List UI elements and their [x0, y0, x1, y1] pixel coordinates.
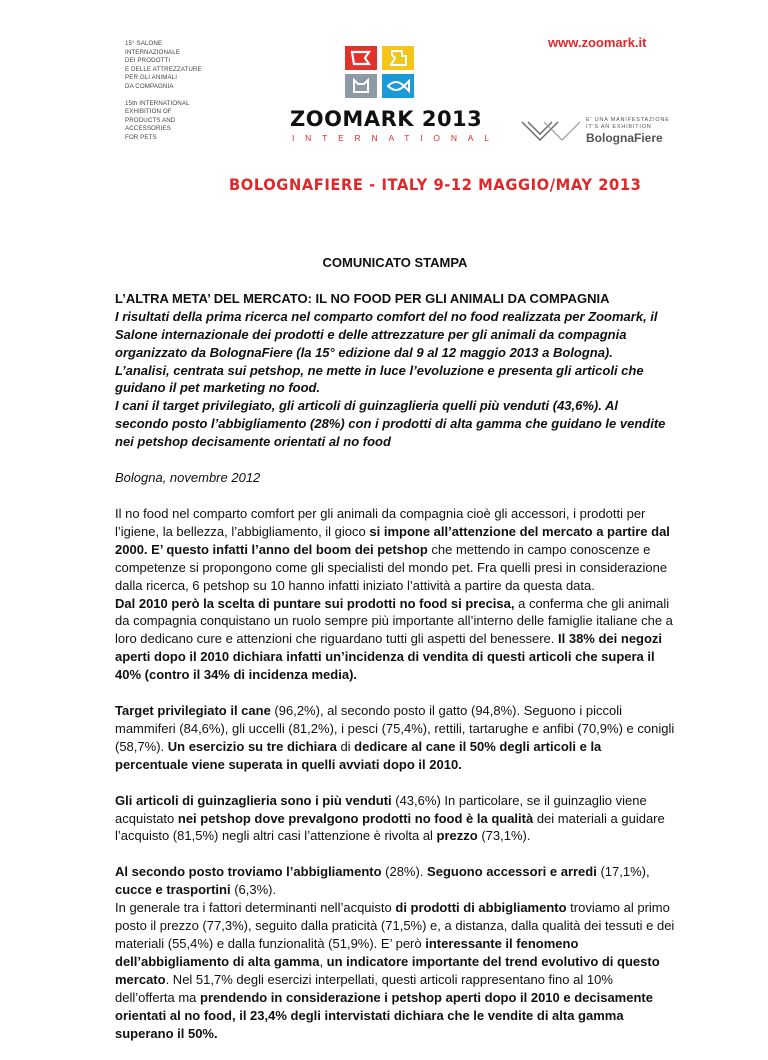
- desc-line: FOR PETS: [125, 133, 157, 141]
- intro-line: I risultati della prima ricerca nel comparto comfort del no food realizzata per Zoomark, il Salone internazionale dei prodotti e delle attrezzature per gli animali da compagnia organizzato da BolognaFiere (la 15° edizione dal 9 al 12 maggio 2013 a Bologna).: [115, 308, 658, 360]
- tagline-en: IT'S AN EXHIBITION: [586, 124, 652, 130]
- intro-line: L’analisi, centrata sui petshop, ne mette in luce l’evoluzione e presenta gli articoli che guidano il pet marketing no food.: [115, 362, 644, 396]
- text-run-bold: Seguono accessori e arredi: [427, 864, 597, 880]
- text-run: troviamo al primo posto il prezzo (77,3%), seguito dalla praticità (71,5%) e, a distanza, dalla qualità dei tessuti e dei materiali (55,4%) e dalla funzionalità (51,9%). E’ però: [115, 900, 675, 951]
- text-run: di: [336, 738, 355, 754]
- text-run: (96,2%), al secondo posto il gatto (94,8%). Seguono i piccoli mammiferi (84,6%), gli uccelli (81,2%), i pesci (75,4%), rettili, tartarughe e anfibi (70,9%) e conigli (58,7%).: [115, 703, 675, 754]
- text-run-bold: un indicatore importante del trend evolutivo di questo mercato: [115, 953, 660, 987]
- desc-line: DA COMPAGNIA: [125, 82, 174, 90]
- desc-line: PER GLI ANIMALI: [125, 74, 178, 82]
- bolognafiere-logo-icon: [520, 118, 584, 144]
- text-run-bold: cucce e trasportini: [115, 882, 231, 898]
- document-body: [115, 254, 675, 1060]
- desc-line: ACCESSORIES: [125, 125, 171, 133]
- desc-line: E DELLE ATTREZZATURE: [125, 65, 202, 73]
- text-run: ,: [319, 953, 327, 969]
- bird-icon: [345, 46, 377, 70]
- desc-line: INTERNAZIONALE: [125, 48, 181, 56]
- text-run-bold: Target privilegiato il cane: [115, 703, 271, 719]
- text-run-bold: dedicare al cane il 50% degli articoli e la percentuale viene superata in quelli avviati dopo il 2010.: [115, 738, 602, 772]
- desc-line: DEI PRODOTTI: [125, 57, 171, 65]
- paragraph-2: [115, 702, 675, 774]
- intro-summary: [115, 308, 675, 451]
- text-run: che mettendo in campo conoscenze e competenze si propongono come gli specialisti del mondo pet. Fra quelli presi in considerazione dalla ricerca, 6 petshop su 10 hanno infatti iniziato l’attività a partire da questa data.: [115, 541, 668, 593]
- text-run-bold: si impone all’attenzione del mercato a partire dal 2000. E’ questo infatti l’anno del boom dei petshop: [115, 523, 670, 557]
- text-run-bold: interessante il fenomeno dell’abbigliamento di alta gamma: [115, 936, 579, 969]
- text-run-bold: prendendo in considerazione i petshop aperti dopo il 2010 e decisamente orientati al no food, il 23,4% degli intervistati dichiara che le vendite di alta gamma superano il 50%.: [115, 989, 653, 1041]
- tagline-it: E' UNA MANIFESTAZIONE: [586, 117, 670, 123]
- text-run: (73,1%).: [477, 828, 531, 844]
- text-run: Il no food nel comparto comfort per gli animali da compagnia cioè gli accessori, i prodotti per l’igiene, la bellezza, l’abbigliamento, il gioco: [115, 505, 646, 539]
- dog-icon: [382, 46, 414, 70]
- desc-line: PRODUCTS AND: [125, 116, 176, 124]
- desc-line: EXHIBITION OF: [125, 108, 172, 116]
- bolognafiere-name: BolognaFiere: [586, 131, 663, 145]
- text-run: (28%).: [381, 864, 428, 880]
- text-run-bold: Il 38% dei negozi aperti dopo il 2010 dichiara infatti un’incidenza di vendita di questi articoli che supera il 40% (contro il 34% di incidenza media).: [115, 631, 663, 683]
- cat-icon: [345, 74, 377, 98]
- event-dateline: BOLOGNAFIERE - ITALY 9-12 MAGGIO/MAY 2013: [229, 175, 642, 194]
- paragraph-3: [115, 792, 675, 846]
- exhibition-description: [125, 40, 235, 151]
- brand-subtitle: INTERNATIONAL: [292, 133, 500, 143]
- text-run: In generale tra i fattori determinanti nell’acquisto: [115, 900, 396, 916]
- document-label: COMUNICATO STAMPA: [322, 255, 468, 270]
- headline: L’ALTRA META’ DEL MERCATO: IL NO FOOD PER GLI ANIMALI DA COMPAGNIA: [115, 290, 610, 306]
- text-run-bold: di prodotti di abbigliamento: [395, 900, 567, 916]
- text-run-bold: Al secondo posto troviamo l’abbigliamento: [115, 864, 382, 880]
- text-run: (17,1%),: [596, 864, 650, 880]
- bolognafiere-tagline: [586, 117, 670, 131]
- paragraph-1: [115, 505, 675, 684]
- desc-line: 15th INTERNATIONAL: [125, 99, 190, 107]
- text-run: dei materiali a guidare l’acquisto (81,5%) negli altri casi l’attenzione è rivolta al: [115, 810, 665, 844]
- fish-icon: [382, 74, 414, 98]
- exhibition-description-it: [125, 40, 235, 92]
- website-link[interactable]: www.zoomark.it: [548, 35, 647, 50]
- text-run: (6,3%).: [230, 882, 277, 898]
- desc-line: 15° SALONE: [125, 40, 163, 47]
- exhibition-description-en: [125, 100, 235, 143]
- text-run: a conferma che gli animali da compagnia conquistano un ruolo sempre più importante all’interno delle famiglie italiane che a loro dedicano cure e attenzioni che riguardano tutti gli aspetti del benessere.: [115, 595, 673, 647]
- intro-line: I cani il target privilegiato, gli articoli di guinzaglieria quelli più venduti (43,6%). Al secondo posto l’abbigliamento (28%) con i prodotti di alta gamma che guidano le vendite nei petshop decisamente orientati al no food: [115, 398, 666, 450]
- paragraph-4: [115, 863, 675, 1042]
- brand-name: ZOOMARK 2013: [290, 107, 483, 131]
- text-run-bold: Un esercizio su tre dichiara: [167, 738, 337, 754]
- text-run: (43,6%) In particolare, se il guinzaglio viene acquistato: [115, 792, 647, 826]
- text-run-bold: nei petshop dove prevalgono prodotti no food è la qualità: [177, 810, 534, 826]
- place-date: Bologna, novembre 2012: [115, 470, 261, 486]
- text-run-bold: prezzo: [436, 828, 478, 844]
- text-run: . Nel 51,7% degli esercizi interpellati, questi articoli rappresentano fino al 10% dell’offerta ma: [115, 971, 613, 1005]
- text-run-bold: Gli articoli di guinzaglieria sono i più venduti: [115, 792, 392, 808]
- text-run-bold: Dal 2010 però la scelta di puntare sui prodotti no food si precisa,: [115, 595, 515, 611]
- zoomark-logo: [345, 46, 415, 98]
